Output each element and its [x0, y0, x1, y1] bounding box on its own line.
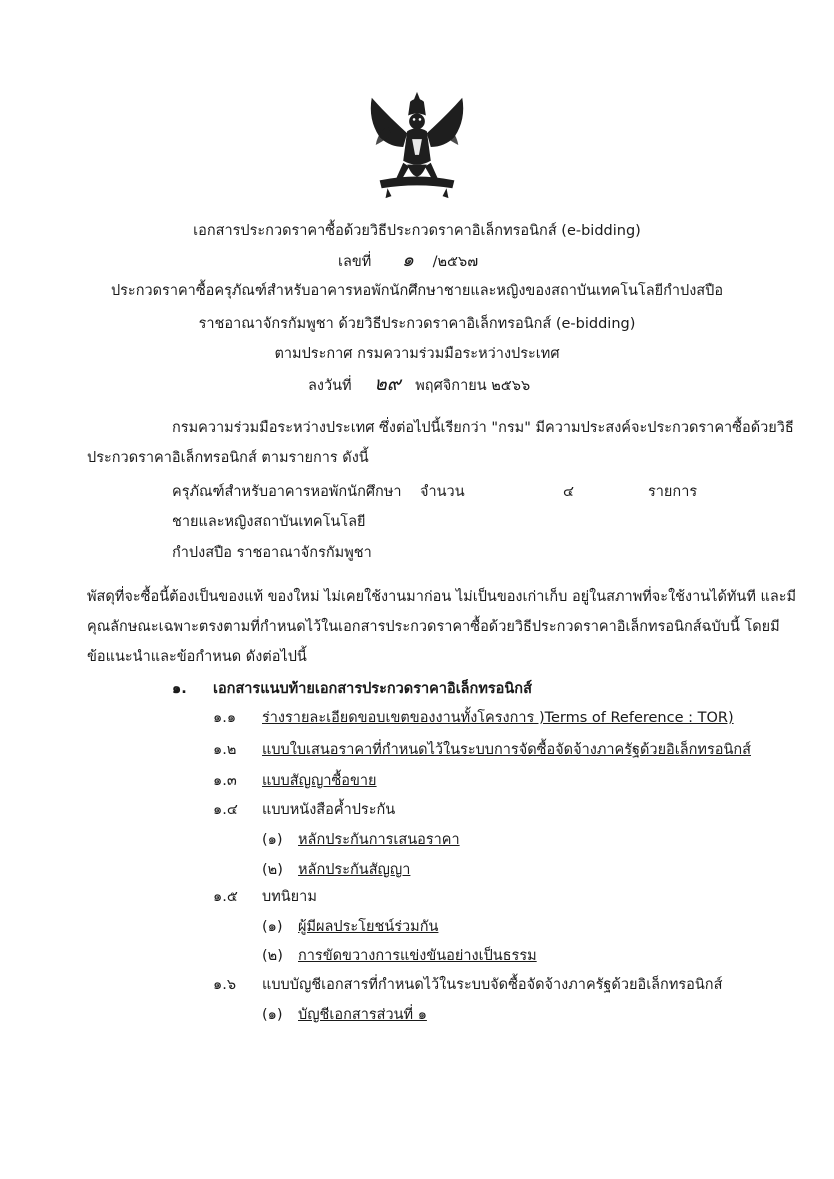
para-line3: ข้อแนะนำและข้อกำหนด ดังต่อไปนี้ [87, 649, 307, 665]
item-1-6-1-number: (๑) [262, 1007, 283, 1023]
date-label: ลงวันที่ [308, 378, 352, 394]
item-desc-line1: ครุภัณฑ์สำหรับอาคารหอพักนักศึกษา [172, 484, 402, 500]
item-1-6-number: ๑.๖ [213, 977, 237, 993]
para-line2: คุณลักษณะเฉพาะตรงตามที่กำหนดไว้ในเอกสารประกวดราคาซื้อด้วยวิธีประกวดราคาอิเล็กทรอนิกส์ฉบับนี้ โดยมี [87, 619, 780, 635]
fair-competition-link[interactable]: การขัดขวางการแข่งขันอย่างเป็นธรรม [298, 948, 537, 964]
item-1-2-number: ๑.๒ [213, 742, 237, 758]
doc-number-value: ๑ [401, 249, 414, 271]
intro-line2: ประกวดราคาอิเล็กทรอนิกส์ ตามรายการ ดังนี้ [87, 450, 369, 466]
document-list-part1-link[interactable]: บัญชีเอกสารส่วนที่ ๑ [298, 1007, 427, 1023]
item-1-5-label: บทนิยาม [262, 889, 317, 905]
doc-number-year: /๒๕๖๗ [432, 254, 479, 270]
date-month-year: พฤศจิกายน ๒๕๖๖ [415, 378, 531, 394]
joint-interest-link[interactable]: ผู้มีผลประโยชน์ร่วมกัน [298, 919, 439, 935]
item-qty: ๔ [563, 484, 574, 500]
doc-subject-line2: ราชอาณาจักรกัมพูชา ด้วยวิธีประกวดราคาอิเล็กทรอนิกส์ (e-bidding) [198, 316, 636, 332]
announcement-ref: ตามประกาศ กรมความร่วมมือระหว่างประเทศ [274, 346, 560, 362]
doc-date [308, 369, 530, 399]
date-day: ๒๙ [374, 373, 401, 395]
doc-number-label: เลขที่ [338, 254, 372, 270]
item-1-4-2-number: (๒) [262, 862, 283, 878]
item-1-2-link[interactable]: แบบใบเสนอราคาที่กำหนดไว้ในระบบการจัดซื้อจัดจ้างภาครัฐด้วยอิเล็กทรอนิกส์ [262, 742, 751, 758]
item-1-5-1-number: (๑) [262, 919, 283, 935]
doc-subject-line1: ประกวดราคาซื้อครุภัณฑ์สำหรับอาคารหอพักนักศึกษาชายและหญิงของสถาบันเทคโนโลยีกำปงสปือ [110, 283, 724, 299]
item-1-1-number: ๑.๑ [213, 710, 237, 726]
item-1-5-number: ๑.๕ [213, 889, 238, 905]
section1-number: ๑. [172, 681, 187, 697]
section1-title: เอกสารแนบท้ายเอกสารประกวดราคาอิเล็กทรอนิกส์ [213, 681, 532, 697]
item-desc-line2: ชายและหญิงสถาบันเทคโนโลยี [172, 514, 366, 530]
item-1-3-number: ๑.๓ [213, 773, 237, 789]
item-desc-line3: กำปงสปือ ราชอาณาจักรกัมพูชา [172, 545, 372, 561]
item-1-3-link[interactable]: แบบสัญญาซื้อขาย [262, 773, 377, 789]
contract-guarantee-link[interactable]: หลักประกันสัญญา [298, 862, 411, 878]
item-1-6-label: แบบบัญชีเอกสารที่กำหนดไว้ในระบบจัดซื้อจัดจ้างภาครัฐด้วยอิเล็กทรอนิกส์ [262, 977, 723, 993]
para-line1: พัสดุที่จะซื้อนี้ต้องเป็นของแท้ ของใหม่ ไม่เคยใช้งานมาก่อน ไม่เป็นของเก่าเก็บ อยู่ในสภาพที่จะใช้งานได้ทันที และมี [87, 589, 797, 605]
item-qty-label: จำนวน [420, 484, 465, 500]
garuda-emblem-icon [358, 86, 476, 204]
doc-title: เอกสารประกวดราคาซื้อด้วยวิธีประกวดราคาอิเล็กทรอนิกส์ (e-bidding) [193, 223, 641, 239]
item-1-4-label: แบบหนังสือค้ำประกัน [262, 802, 396, 818]
doc-number [338, 245, 478, 275]
bid-guarantee-link[interactable]: หลักประกันการเสนอราคา [298, 832, 460, 848]
item-unit: รายการ [648, 484, 698, 500]
item-1-4-number: ๑.๔ [213, 802, 238, 818]
item-1-1-link[interactable]: ร่างรายละเอียดขอบเขตของงานทั้งโครงการ )Terms of Reference : TOR) [262, 710, 734, 726]
item-1-4-1-number: (๑) [262, 832, 283, 848]
item-1-5-2-number: (๒) [262, 948, 283, 964]
intro-line1: กรมความร่วมมือระหว่างประเทศ ซึ่งต่อไปนี้เรียกว่า "กรม" มีความประสงค์จะประกวดราคาซื้อด้วยวิธี [172, 420, 794, 436]
